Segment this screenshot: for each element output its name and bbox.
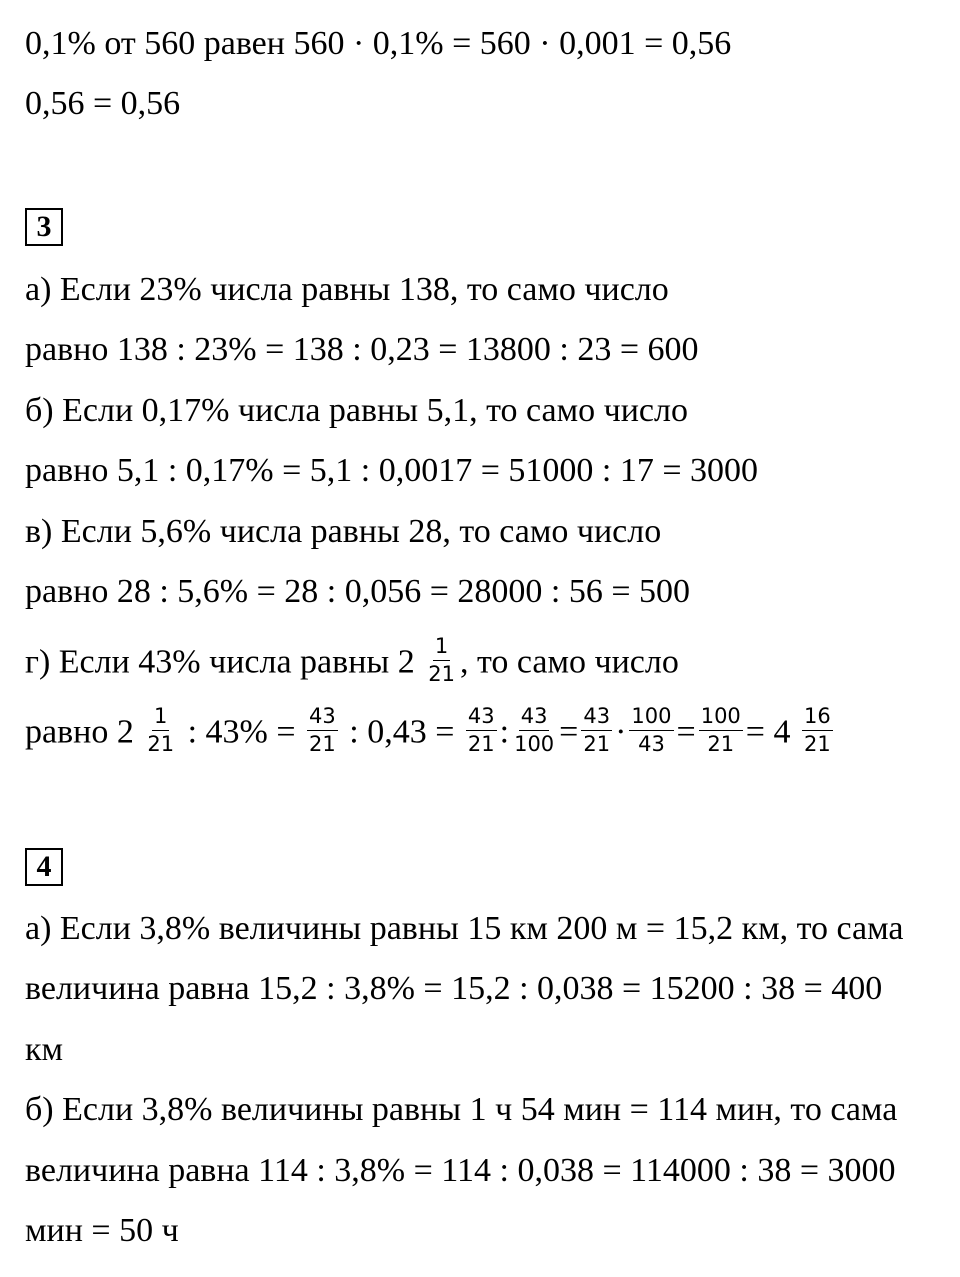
- fraction-numerator: 43: [466, 706, 497, 731]
- task4-a-line-2: величина равна 15,2 : 3,8% = 15,2 : 0,038 = 15200 : 38 = 400: [25, 970, 883, 1007]
- fraction: [699, 706, 743, 755]
- task3-b-line-1: б) Если 0,17% числа равны 5,1, то само число: [25, 392, 688, 429]
- g2-text-3: : 0,43 =: [349, 713, 455, 751]
- fraction: [581, 706, 612, 755]
- g2-text-5: =: [559, 713, 579, 751]
- fraction: [426, 636, 457, 685]
- g2-text-2: : 43% =: [187, 713, 296, 751]
- fraction-numerator: 43: [581, 706, 612, 731]
- fraction-numerator: 100: [629, 706, 673, 731]
- task-number-3: 3: [25, 208, 63, 246]
- g2-text-4: :: [499, 713, 510, 751]
- g2-text-8: = 4: [745, 713, 791, 751]
- task3-g-line-2: [25, 704, 836, 759]
- task4-b-line-1: б) Если 3,8% величины равны 1 ч 54 мин = 114 мин, то сама: [25, 1091, 898, 1128]
- g2-text-7: =: [676, 713, 696, 751]
- fraction-numerator: 1: [433, 636, 450, 661]
- fraction: [307, 706, 338, 755]
- task3-a-line-1: а) Если 23% числа равны 138, то само число: [25, 271, 669, 308]
- fraction: [145, 706, 176, 755]
- fraction-denominator: 21: [428, 662, 455, 686]
- task3-v-line-1: в) Если 5,6% числа равны 28, то само число: [25, 513, 662, 550]
- fraction-denominator: 21: [467, 732, 495, 756]
- fraction-denominator: 100: [514, 732, 555, 756]
- task4-b-line-3: мин = 50 ч: [25, 1212, 179, 1249]
- fraction-numerator: 43: [307, 706, 338, 731]
- task4-b-line-2: величина равна 114 : 3,8% = 114 : 0,038 = 114000 : 38 = 3000: [25, 1152, 896, 1189]
- task4-a-line-1: а) Если 3,8% величины равны 15 км 200 м = 15,2 км, то сама: [25, 910, 904, 947]
- g2-text-1: равно 2: [25, 713, 134, 751]
- fraction-denominator: 21: [803, 732, 831, 756]
- fraction: [629, 706, 673, 755]
- g1-text-pre: г) Если 43% числа равны 2: [25, 643, 415, 681]
- fraction: [802, 706, 833, 755]
- task3-v-line-2: равно 28 : 5,6% = 28 : 0,056 = 28000 : 56 = 500: [25, 573, 691, 610]
- g1-text-post: , то само число: [459, 643, 679, 681]
- task4-a-line-3: км: [25, 1031, 64, 1068]
- intro-line-2: 0,56 = 0,56: [25, 85, 181, 122]
- fraction-numerator: 16: [802, 706, 833, 731]
- task3-b-line-2: равно 5,1 : 0,17% = 5,1 : 0,0017 = 51000 : 17 = 3000: [25, 452, 759, 489]
- fraction-denominator: 21: [309, 732, 336, 756]
- fraction-numerator: 43: [519, 706, 550, 731]
- intro-line-1: 0,1% от 560 равен 560 · 0,1% = 560 · 0,001 = 0,56: [25, 25, 732, 62]
- g2-text-6: ·: [615, 713, 627, 751]
- fraction-numerator: 100: [699, 706, 743, 731]
- fraction: [466, 706, 497, 755]
- task3-a-line-2: равно 138 : 23% = 138 : 0,23 = 13800 : 23 = 600: [25, 331, 699, 368]
- fraction-numerator: 1: [152, 706, 169, 731]
- fraction-denominator: 21: [707, 732, 735, 756]
- fraction-denominator: 21: [147, 732, 175, 756]
- fraction-denominator: 21: [583, 732, 611, 756]
- fraction-denominator: 43: [638, 732, 665, 756]
- task3-g-line-1: [25, 634, 679, 689]
- task-number-4: 4: [25, 848, 63, 886]
- fraction: [512, 706, 556, 755]
